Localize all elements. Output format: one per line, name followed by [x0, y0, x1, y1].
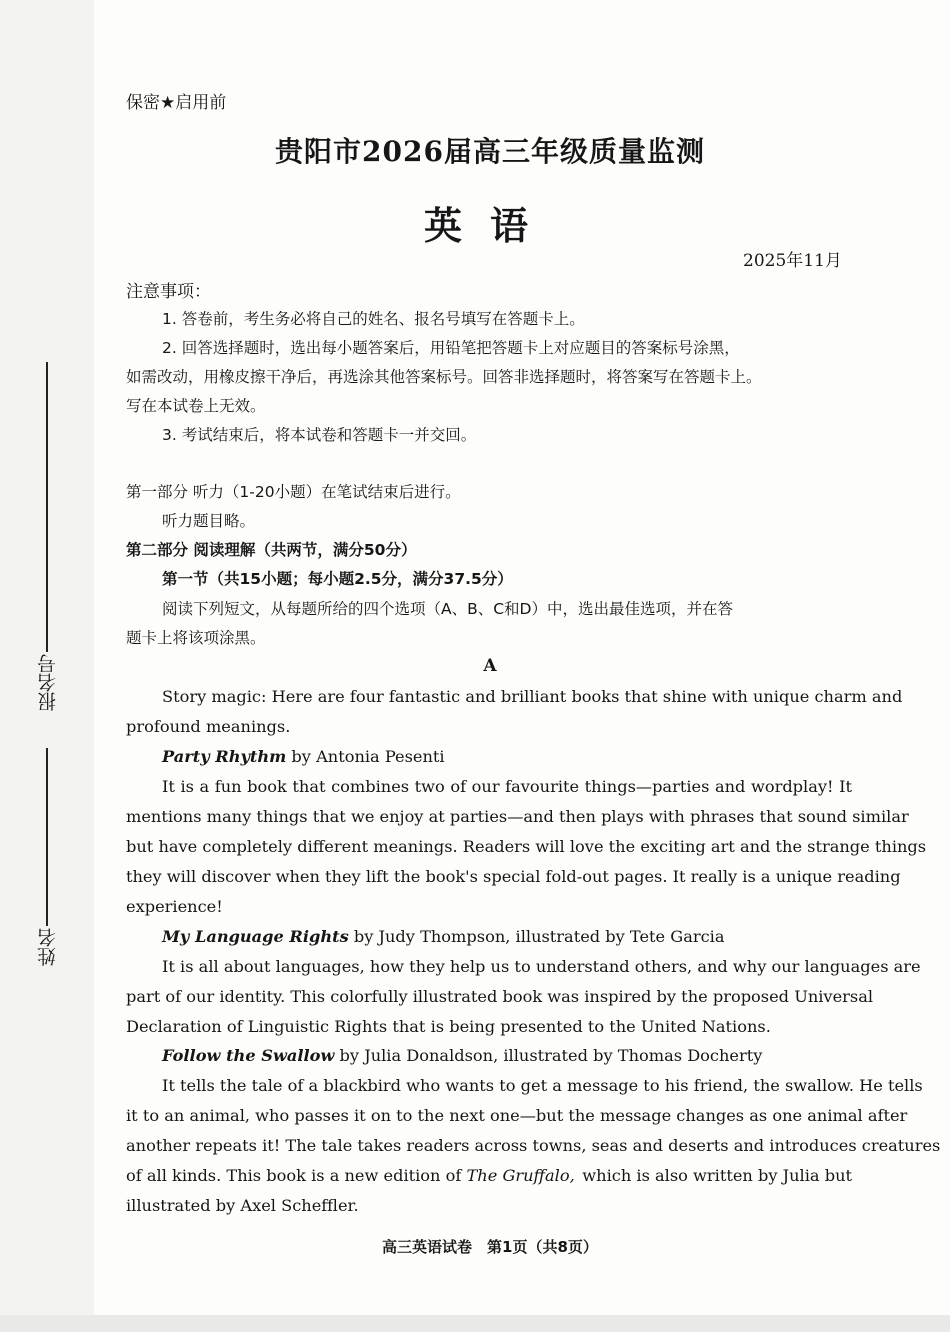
- registration-fill-line: [46, 362, 48, 652]
- book-1-byline: by Antonia Pesenti: [286, 747, 445, 766]
- book-3-line-2: it to an animal, who passes it on to the next one—but the message changes as one animal after: [126, 1106, 908, 1125]
- part1-title: 第一部分 听力（1-20小题）在笔试结束后进行。: [126, 483, 461, 501]
- name-label: 姓名: [37, 928, 59, 966]
- passage-letter: A: [483, 656, 497, 676]
- book-3-line-3: another repeats it! The tale takes readers across towns, seas and deserts and introduces creatures: [126, 1136, 941, 1155]
- page-footer: 高三英语试卷 第1页（共8页）: [382, 1238, 598, 1256]
- part1-note: 听力题目略。: [162, 512, 256, 530]
- book-2-byline: by Judy Thompson, illustrated by Tete Garcia: [348, 927, 725, 946]
- registration-number-label: 报名号: [37, 654, 59, 711]
- exam-date: 2025年11月: [743, 251, 842, 271]
- gruffalo-title: The Gruffalo,: [466, 1166, 575, 1185]
- book-2-title: My Language Rights: [162, 927, 349, 946]
- book-3-line-5: illustrated by Axel Scheffler.: [126, 1196, 359, 1215]
- book-1-title: Party Rhythm: [162, 747, 287, 766]
- notice-item-3: 3. 考试结束后，将本试卷和答题卡一并交回。: [162, 426, 477, 444]
- notice-item-1: 1. 答卷前，考生务必将自己的姓名、报名号填写在答题卡上。: [162, 310, 585, 328]
- exam-title: 贵阳市2026届高三年级质量监测: [275, 135, 705, 168]
- instruction-line-1: 阅读下列短文，从每题所给的四个选项（A、B、C和D）中，选出最佳选项，并在答: [162, 600, 733, 618]
- book-3-title: Follow the Swallow: [162, 1046, 335, 1065]
- notice-item-2-cont: 如需改动，用橡皮擦干净后，再选涂其他答案标号。回答非选择题时，将答案写在答题卡上。: [126, 368, 762, 386]
- book-1-heading: [162, 742, 445, 772]
- section1-title: 第一节（共15小题；每小题2.5分，满分37.5分）: [162, 570, 513, 588]
- part2-title: 第二部分 阅读理解（共两节，满分50分）: [126, 541, 417, 559]
- intro-line-2: profound meanings.: [126, 717, 291, 736]
- notice-item-2-end: 写在本试卷上无效。: [126, 397, 266, 415]
- book-3-line-1: It tells the tale of a blackbird who wants to get a message to his friend, the swallow. He tells: [162, 1076, 923, 1095]
- book-2-line-1: It is all about languages, how they help us to understand others, and why our languages are: [162, 957, 921, 976]
- notice-heading: 注意事项：: [126, 282, 211, 302]
- scan-bottom-edge: [0, 1315, 950, 1332]
- book-2-line-3: Declaration of Linguistic Rights that is being presented to the United Nations.: [126, 1017, 771, 1036]
- book-3-heading: [162, 1041, 762, 1071]
- book-1-line-5: experience!: [126, 897, 223, 916]
- book-3-line-4: of all kinds. This book is a new edition of The Gruffalo, which is also written by Julia but: [126, 1161, 852, 1191]
- subject-title: 英语: [423, 203, 556, 248]
- book-1-line-4: they will discover when they lift the book's special fold-out pages. It really is a unique reading: [126, 867, 901, 886]
- intro-line-1: Story magic: Here are four fantastic and brilliant books that shine with unique charm and: [162, 687, 903, 706]
- book-1-line-1: It is a fun book that combines two of our favourite things—parties and wordplay! It: [162, 777, 852, 796]
- confidential-label: 保密★启用前: [126, 93, 227, 113]
- notice-item-2: 2. 回答选择题时，选出每小题答案后，用铅笔把答题卡上对应题目的答案标号涂黑，: [162, 339, 740, 357]
- instruction-line-2: 题卡上将该项涂黑。: [126, 629, 266, 647]
- name-fill-line: [46, 748, 48, 926]
- book-2-heading: [162, 922, 725, 952]
- book-3-byline: by Julia Donaldson, illustrated by Thomas Docherty: [334, 1046, 763, 1065]
- book-1-line-2: mentions many things that we enjoy at parties—and then plays with phrases that sound similar: [126, 807, 909, 826]
- book-2-line-2: part of our identity. This colorfully illustrated book was inspired by the proposed Universal: [126, 987, 874, 1006]
- book-1-line-3: but have completely different meanings. Readers will love the exciting art and the strange things: [126, 837, 927, 856]
